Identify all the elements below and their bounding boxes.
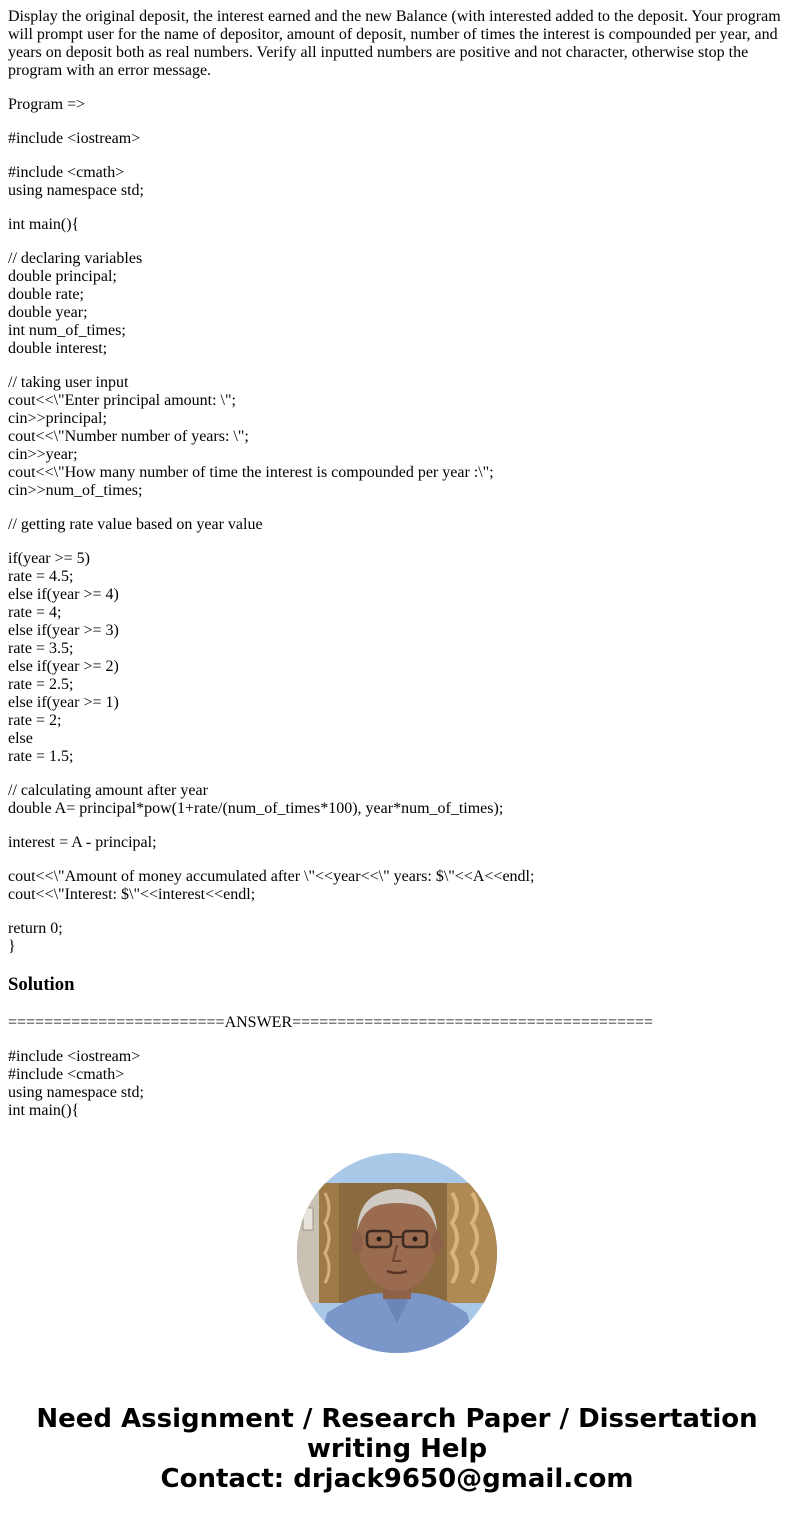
code-line: #include <cmath> — [8, 1066, 125, 1083]
code-line: else if(year >= 1) — [8, 694, 119, 711]
code-include-iostream: #include <iostream> — [8, 130, 141, 147]
code-line: #include <iostream> — [8, 1048, 141, 1065]
promo-banner — [0, 1404, 794, 1494]
code-line: int main(){ — [8, 1102, 80, 1119]
code-line: // declaring variables — [8, 250, 143, 267]
code-line: cin>>num_of_times; — [8, 482, 143, 499]
code-main-open: int main(){ — [8, 216, 80, 233]
code-line: cout<<\"Enter principal amount: \"; — [8, 392, 236, 409]
code-line: } — [8, 938, 16, 955]
code-comment-rate: // getting rate value based on year value — [8, 516, 263, 533]
code-line: cout<<\"How many number of time the interest is compounded per year :\"; — [8, 464, 494, 481]
code-line: else if(year >= 4) — [8, 586, 119, 603]
code-line: double principal; — [8, 268, 117, 285]
code-block-input — [8, 374, 786, 500]
code-line: int num_of_times; — [8, 322, 126, 339]
code-interest-line: interest = A - principal; — [8, 834, 157, 851]
question-paragraph: Display the original deposit, the interest earned and the new Balance (with interested added to the deposit. Your program will prompt user for the name of depositor, amount of deposit, number of times the interest is compounded per year, and years on deposit both as real numbers. Verify all inputted numbers are positive and not character, otherwise stop the program with an error message. — [8, 8, 781, 79]
code-line: rate = 4; — [8, 604, 62, 621]
code-line: double A= principal*pow(1+rate/(num_of_times*100), year*num_of_times); — [8, 800, 504, 817]
author-photo — [297, 1153, 497, 1353]
code-line: rate = 3.5; — [8, 640, 74, 657]
program-label: Program => — [8, 96, 86, 113]
code-line: return 0; — [8, 920, 63, 937]
code-line: if(year >= 5) — [8, 550, 91, 567]
code-line: cin>>year; — [8, 446, 78, 463]
code-line: // taking user input — [8, 374, 129, 391]
code-line: else if(year >= 2) — [8, 658, 119, 675]
code-line: else — [8, 730, 33, 747]
code-line: else if(year >= 3) — [8, 622, 119, 639]
answer-separator: ========================ANSWER======================================== — [8, 1014, 654, 1031]
code-line: using namespace std; — [8, 1084, 144, 1101]
solution-code-block — [8, 1048, 786, 1120]
promo-line-2: writing Help — [306, 1434, 488, 1464]
code-line: double year; — [8, 304, 88, 321]
code-line: cout<<\"Number number of years: \"; — [8, 428, 249, 445]
code-line: rate = 2; — [8, 712, 62, 729]
promo-contact: Contact: drjack9650@gmail.com — [160, 1464, 634, 1494]
code-line: // calculating amount after year — [8, 782, 208, 799]
code-line: cout<<\"Interest: $\"<<interest<<endl; — [8, 886, 256, 903]
code-line: rate = 2.5; — [8, 676, 74, 693]
code-block-return — [8, 920, 786, 956]
document-body — [8, 8, 786, 1136]
promo-line-1: Need Assignment / Research Paper / Dissertation — [36, 1404, 758, 1434]
code-line: #include <cmath> — [8, 164, 125, 181]
code-block-declare — [8, 250, 786, 358]
code-line: double interest; — [8, 340, 108, 357]
code-block-output — [8, 868, 786, 904]
code-block-rate — [8, 550, 786, 766]
code-line: rate = 4.5; — [8, 568, 74, 585]
solution-heading: Solution — [8, 974, 75, 995]
code-block-headers — [8, 164, 786, 200]
code-line: cin>>principal; — [8, 410, 107, 427]
code-line: rate = 1.5; — [8, 748, 74, 765]
code-block-amount — [8, 782, 786, 818]
code-line: using namespace std; — [8, 182, 144, 199]
code-line: double rate; — [8, 286, 84, 303]
code-line: cout<<\"Amount of money accumulated after \"<<year<<\" years: $\"<<A<<endl; — [8, 868, 535, 885]
